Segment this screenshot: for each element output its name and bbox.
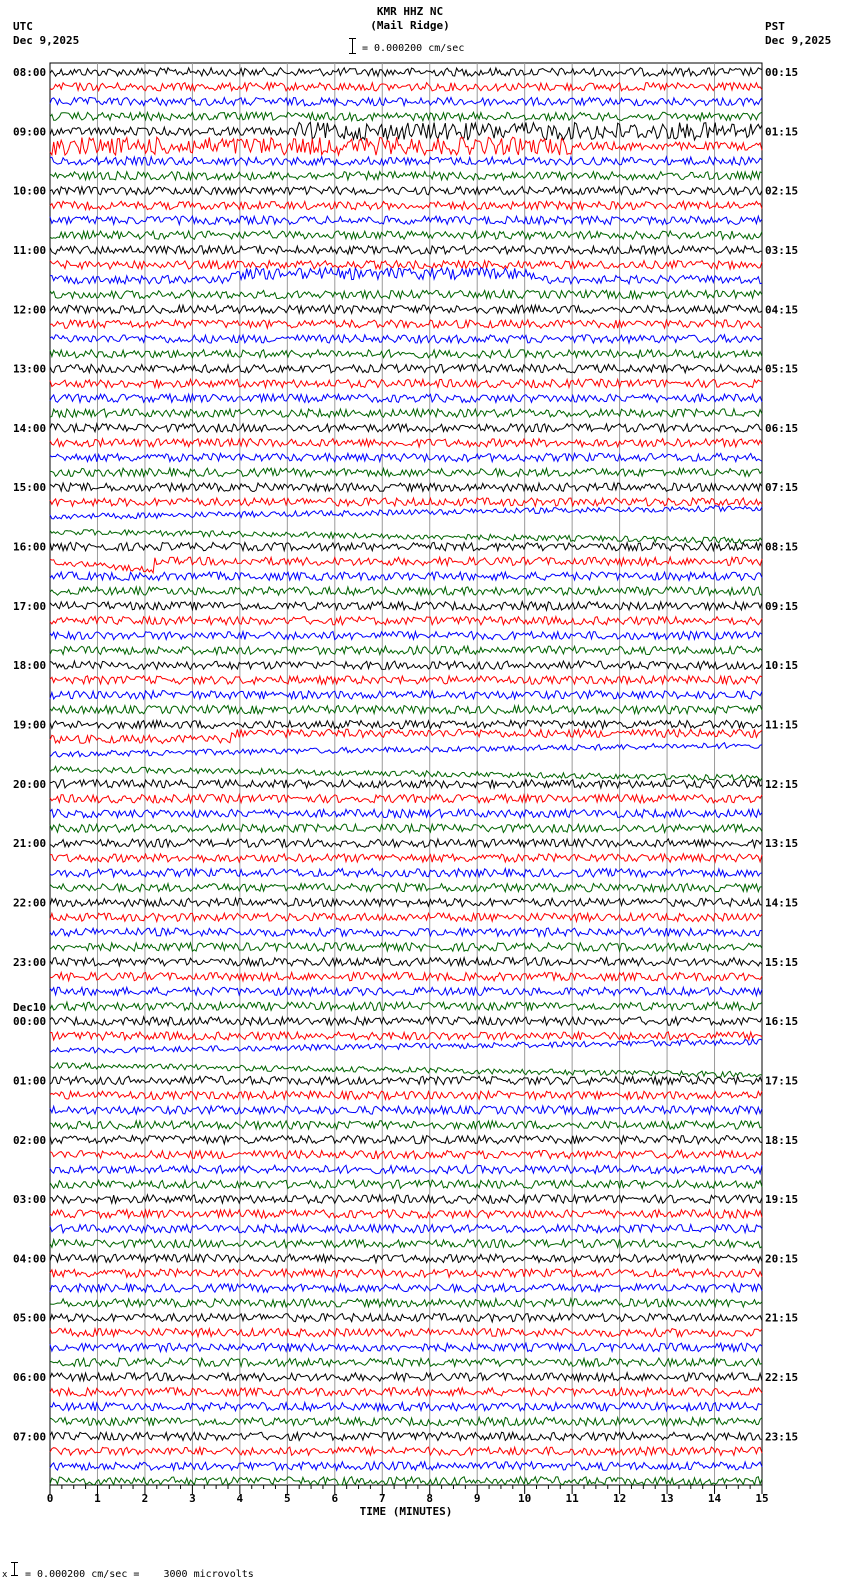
seismic-trace (50, 530, 762, 544)
x-tick-label: 7 (378, 1492, 386, 1505)
pst-hour-label: 12:15 (765, 777, 799, 791)
seismic-trace (50, 172, 762, 180)
seismic-trace (50, 231, 762, 239)
pst-hour-label: 08:15 (765, 540, 799, 554)
seismic-trace (50, 691, 762, 699)
utc-hour-label: 13:00 (13, 362, 47, 376)
seismic-trace (50, 1091, 762, 1099)
seismic-trace (50, 290, 762, 298)
station-location: (Mail Ridge) (370, 19, 450, 32)
utc-hour-label: 02:00 (13, 1133, 47, 1147)
seismic-trace (50, 137, 762, 155)
utc-hour-label: 01:00 (13, 1074, 47, 1088)
utc-hour-label: 11:00 (13, 243, 47, 257)
seismic-trace (50, 246, 762, 254)
seismic-trace (50, 602, 762, 610)
footer-scale-bar-icon (14, 1562, 15, 1576)
utc-hour-label: 06:00 (13, 1371, 47, 1385)
seismic-trace (50, 498, 762, 506)
seismic-trace (50, 409, 762, 417)
seismic-trace (50, 1150, 762, 1158)
seismic-trace (50, 68, 762, 76)
pst-hour-label: 16:15 (765, 1015, 799, 1029)
x-tick-label: 10 (518, 1492, 532, 1505)
seismic-trace (50, 1195, 762, 1203)
seismic-trace (50, 809, 762, 817)
pst-hour-label: 22:15 (765, 1371, 799, 1385)
utc-hour-label: 04:00 (13, 1252, 47, 1266)
seismic-trace (50, 468, 762, 476)
left-timezone: UTC (13, 20, 33, 33)
right-timezone: PST (765, 20, 785, 33)
x-tick-label: 1 (94, 1492, 101, 1505)
seismic-trace (50, 780, 762, 788)
scale-text: = 0.000200 cm/sec (362, 43, 465, 54)
utc-hour-label: 09:00 (13, 125, 47, 139)
x-tick-label: 6 (331, 1492, 339, 1505)
x-tick-label: 12 (612, 1492, 627, 1505)
seismic-trace (50, 1403, 762, 1411)
seismic-trace (50, 869, 762, 877)
seismic-trace (50, 676, 762, 684)
pst-hour-label: 02:15 (765, 184, 799, 198)
utc-hour-label: 22:00 (13, 896, 47, 910)
seismic-trace (50, 1121, 762, 1129)
seismic-trace (50, 1239, 762, 1247)
x-tick-label: 14 (707, 1492, 722, 1505)
pst-hour-label: 20:15 (765, 1252, 799, 1266)
seismic-trace (50, 1373, 762, 1381)
pst-hour-label: 07:15 (765, 481, 799, 495)
date-change-label: Dec10 (13, 1001, 47, 1015)
seismic-trace (50, 268, 762, 284)
seismic-trace (50, 364, 762, 372)
seismic-trace (50, 884, 762, 892)
seismic-trace (50, 1254, 762, 1262)
seismic-trace (50, 661, 762, 669)
seismic-trace (50, 261, 762, 269)
seismic-trace (50, 1343, 762, 1351)
seismic-trace (50, 453, 762, 461)
seismic-trace (50, 483, 762, 491)
seismic-trace (50, 157, 762, 165)
seismic-trace (50, 795, 762, 803)
seismic-trace (50, 1417, 762, 1425)
seismic-trace (50, 394, 762, 402)
seismic-trace (50, 587, 762, 595)
seismic-trace (50, 1210, 762, 1218)
seismic-trace (50, 1477, 762, 1485)
x-tick-label: 9 (473, 1492, 481, 1505)
seismic-trace (50, 1225, 762, 1233)
pst-hour-label: 04:15 (765, 303, 799, 317)
utc-hour-label: 10:00 (13, 184, 47, 198)
utc-hour-label: 15:00 (13, 481, 47, 495)
seismic-trace (50, 1432, 762, 1440)
seismic-trace (50, 572, 762, 580)
seismic-trace (50, 1314, 762, 1322)
seismic-trace (50, 1299, 762, 1307)
seismic-trace (50, 379, 762, 387)
utc-hour-label: 12:00 (13, 303, 47, 317)
utc-hour-label: 00:00 (13, 1015, 47, 1029)
pst-hour-label: 10:15 (765, 659, 799, 673)
seismic-trace (50, 617, 762, 625)
x-tick-label: 13 (660, 1492, 674, 1505)
pst-hour-label: 13:15 (765, 837, 799, 851)
utc-hour-label: 07:00 (13, 1430, 47, 1444)
seismic-trace (50, 305, 762, 313)
pst-hour-label: 05:15 (765, 362, 799, 376)
pst-hour-label: 09:15 (765, 599, 799, 613)
seismic-trace (50, 1328, 762, 1336)
seismic-trace (50, 1032, 762, 1040)
seismic-trace (50, 1002, 762, 1010)
utc-hour-label: 19:00 (13, 718, 47, 732)
seismic-trace (50, 201, 762, 209)
pst-hour-label: 03:15 (765, 243, 799, 257)
pst-hour-label: 14:15 (765, 896, 799, 910)
seismic-trace (50, 1447, 762, 1455)
pst-hour-label: 01:15 (765, 125, 799, 139)
seismic-trace (50, 1269, 762, 1277)
seismic-trace (50, 720, 762, 728)
utc-hour-label: 23:00 (13, 955, 47, 969)
seismic-trace (50, 646, 762, 654)
seismic-trace (50, 706, 762, 714)
pst-hour-label: 18:15 (765, 1133, 799, 1147)
pst-hour-label: 15:15 (765, 955, 799, 969)
utc-hour-label: 21:00 (13, 837, 47, 851)
x-tick-label: 2 (141, 1492, 149, 1505)
pst-hour-label: 19:15 (765, 1193, 799, 1207)
pst-hour-label: 23:15 (765, 1430, 799, 1444)
seismic-trace (50, 216, 762, 224)
x-tick-label: 5 (284, 1492, 291, 1505)
seismic-trace (50, 542, 762, 550)
pst-hour-label: 21:15 (765, 1311, 799, 1325)
seismic-trace (50, 187, 762, 195)
x-tick-label: 0 (46, 1492, 54, 1505)
x-tick-label: 15 (755, 1492, 769, 1505)
seismic-trace (50, 1076, 762, 1084)
seismic-trace (50, 928, 762, 936)
seismic-trace (50, 729, 762, 743)
seismic-trace (50, 898, 762, 906)
right-date: Dec 9,2025 (765, 34, 832, 47)
pst-hour-label: 17:15 (765, 1074, 799, 1088)
utc-hour-label: 05:00 (13, 1311, 47, 1325)
seismic-trace (50, 958, 762, 966)
seismic-trace (50, 943, 762, 951)
utc-hour-label: 20:00 (13, 777, 47, 791)
seismic-trace (50, 972, 762, 980)
footer-scale-text: = 0.000200 cm/sec = 3000 microvolts (25, 1569, 254, 1580)
seismic-trace (50, 854, 762, 862)
seismic-trace (50, 98, 762, 106)
seismic-trace (50, 320, 762, 328)
left-date: Dec 9,2025 (13, 34, 80, 47)
seismic-trace (50, 112, 762, 120)
seismic-trace (50, 439, 762, 447)
seismic-trace (50, 743, 762, 757)
seismic-trace (50, 913, 762, 921)
utc-hour-label: 17:00 (13, 599, 47, 613)
seismic-trace (50, 424, 762, 432)
seismic-trace (50, 631, 762, 639)
seismic-trace (50, 1039, 762, 1053)
station-title: KMR HHZ NC (376, 5, 444, 18)
seismic-trace (50, 824, 762, 832)
utc-hour-label: 18:00 (13, 659, 47, 673)
seismic-trace (50, 335, 762, 343)
seismic-trace (50, 1462, 762, 1470)
seismic-trace (50, 1180, 762, 1188)
seismic-trace (50, 557, 762, 573)
seismic-trace (50, 1388, 762, 1396)
seismic-trace (50, 839, 762, 847)
pst-hour-label: 11:15 (765, 718, 799, 732)
seismic-trace (50, 506, 762, 519)
pst-hour-label: 06:15 (765, 421, 799, 435)
x-tick-label: 8 (426, 1492, 434, 1505)
seismic-trace (50, 350, 762, 358)
seismic-trace (50, 1106, 762, 1114)
seismic-trace (50, 1284, 762, 1292)
seismic-trace (50, 1017, 762, 1025)
seismic-trace (50, 766, 762, 780)
x-tick-label: 3 (189, 1492, 196, 1505)
utc-hour-label: 14:00 (13, 421, 47, 435)
seismic-trace (50, 1136, 762, 1144)
x-axis-label: TIME (MINUTES) (359, 1505, 453, 1518)
seismic-trace (50, 1165, 762, 1173)
footer-prefix: x (2, 1570, 8, 1580)
x-tick-label: 11 (565, 1492, 579, 1505)
seismic-trace (50, 1358, 762, 1366)
pst-hour-label: 00:15 (765, 66, 799, 79)
utc-hour-label: 08:00 (13, 66, 47, 79)
x-tick-label: 4 (236, 1492, 244, 1505)
utc-hour-label: 16:00 (13, 540, 47, 554)
seismic-trace (50, 83, 762, 91)
seismic-trace (50, 987, 762, 995)
utc-hour-label: 03:00 (13, 1193, 47, 1207)
